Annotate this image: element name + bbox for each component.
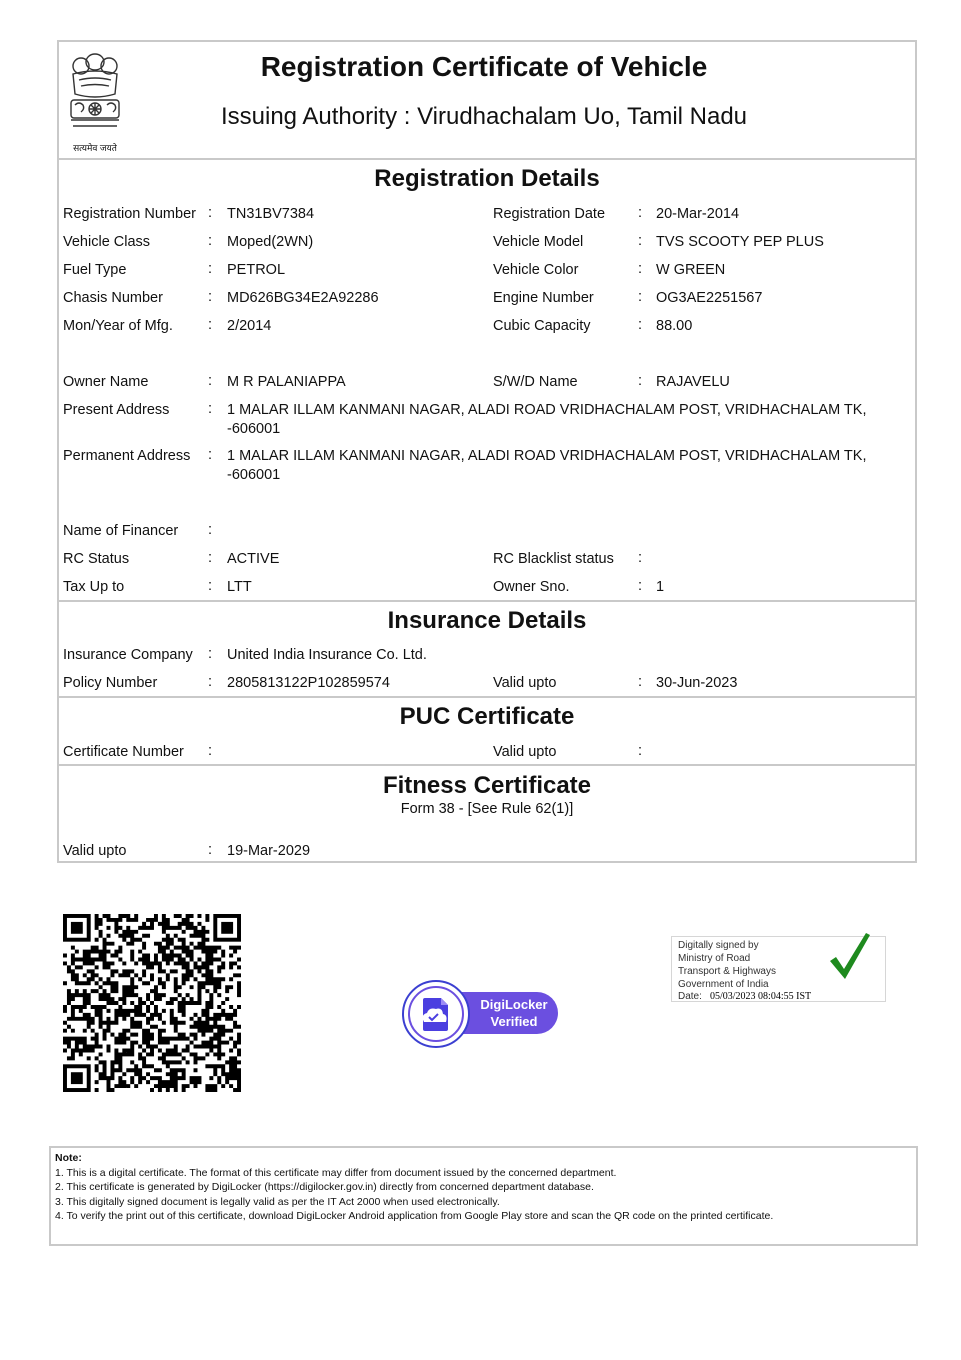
colon: : (208, 743, 213, 759)
reg-field-label: Vehicle Color (493, 262, 579, 278)
reg-field-label: Vehicle Class (63, 234, 151, 250)
colon: : (208, 317, 213, 333)
swd-name-label: S/W/D Name (493, 374, 578, 390)
colon: : (638, 289, 643, 305)
divider (57, 764, 917, 766)
reg-field-label: Cubic Capacity (493, 318, 591, 334)
digilocker-verified-badge (402, 980, 560, 1050)
insurance-company-value: United India Insurance Co. Ltd. (227, 647, 427, 663)
colon: : (208, 233, 213, 249)
colon: : (208, 646, 213, 662)
rc-status-label: RC Status (63, 551, 130, 567)
signature-line3: Transport & Highways (678, 966, 776, 977)
colon: : (208, 522, 213, 538)
reg-field-label: Fuel Type (63, 262, 127, 278)
reg-field-label: Registration Date (493, 206, 606, 222)
colon: : (208, 205, 213, 221)
signature-line2: Ministry of Road (678, 953, 751, 964)
reg-field-value: TN31BV7384 (227, 206, 315, 222)
colon: : (638, 743, 643, 759)
colon: : (638, 550, 643, 566)
fitness-valid-label: Valid upto (63, 843, 127, 859)
divider (57, 600, 917, 602)
insurance-valid-value: 30-Jun-2023 (656, 675, 738, 691)
reg-field-value: 20-Mar-2014 (656, 206, 740, 222)
reg-field-label: Vehicle Model (493, 234, 584, 250)
puc-cert-label: Certificate Number (63, 744, 184, 760)
colon: : (208, 261, 213, 277)
permanent-address-label: Permanent Address (63, 448, 191, 464)
colon: : (638, 674, 643, 690)
reg-field-value: Moped(2WN) (227, 234, 314, 250)
note-item: 3. This digitally signed document is legally valid as per the IT Act 2000 when used electronically. (55, 1196, 500, 1208)
policy-number-value: 2805813122P102859574 (227, 675, 390, 691)
qr-code (63, 914, 241, 1092)
financer-label: Name of Financer (63, 523, 179, 539)
fitness-valid-value: 19-Mar-2029 (227, 843, 311, 859)
policy-number-label: Policy Number (63, 675, 158, 691)
fitness-heading: Fitness Certificate (382, 772, 592, 799)
puc-heading: PUC Certificate (399, 703, 575, 730)
reg-field-value: W GREEN (656, 262, 726, 278)
badge-line2: Verified (490, 1014, 538, 1029)
colon: : (638, 233, 643, 249)
reg-field-value: PETROL (227, 262, 286, 278)
colon: : (208, 373, 213, 389)
tax-value: LTT (227, 579, 252, 595)
colon: : (638, 373, 643, 389)
note-item: 1. This is a digital certificate. The format of this certificate may differ from document issued by the concerned department. (55, 1167, 617, 1179)
page-title: Registration Certificate of Vehicle (260, 51, 708, 82)
reg-field-value: MD626BG34E2A92286 (227, 290, 379, 306)
emblem-motto: सत्यमेव जयते (73, 143, 117, 153)
checkmark-icon (828, 931, 872, 983)
qr-code-icon (63, 914, 241, 1092)
colon: : (208, 401, 213, 417)
note-item: 2. This certificate is generated by DigiLocker (https://digilocker.gov.in) directly from concerned department database. (55, 1181, 594, 1193)
reg-field-value: 88.00 (656, 318, 693, 334)
colon: : (638, 205, 643, 221)
divider (57, 158, 917, 160)
insurance-company-label: Insurance Company (63, 647, 193, 663)
reg-field-label: Registration Number (63, 206, 196, 222)
permanent-address-value: 1 MALAR ILLAM KANMANI NAGAR, ALADI ROAD VRIDHACHALAM POST, VRIDHACHALAM TK, -606001 (227, 448, 867, 483)
ashoka-emblem-icon (63, 50, 127, 138)
colon: : (208, 550, 213, 566)
colon: : (208, 674, 213, 690)
signature-line4: Government of India (678, 979, 769, 990)
note-item: 4. To verify the print out of this certificate, download DigiLocker Android application from Google Play store and scan the QR code on the printed certificate. (55, 1210, 774, 1222)
colon: : (208, 842, 213, 858)
fitness-form: Form 38 - [See Rule 62(1)] (400, 801, 574, 817)
present-address-value: 1 MALAR ILLAM KANMANI NAGAR, ALADI ROAD VRIDHACHALAM POST, VRIDHACHALAM TK, -606001 (227, 402, 867, 437)
national-emblem (63, 50, 127, 153)
reg-field-label: Engine Number (493, 290, 594, 306)
signature-date-value: 05/03/2023 08:04:55 IST (710, 991, 812, 1002)
owner-sno-label: Owner Sno. (493, 579, 570, 595)
colon: : (638, 317, 643, 333)
reg-field-label: Chasis Number (63, 290, 163, 306)
digital-signature-box (671, 936, 886, 1002)
tax-label: Tax Up to (63, 579, 125, 595)
reg-field-value: 2/2014 (227, 318, 272, 334)
colon: : (208, 447, 213, 463)
insurance-heading: Insurance Details (387, 607, 587, 634)
colon: : (638, 261, 643, 277)
registration-heading: Registration Details (374, 165, 600, 192)
rc-blacklist-label: RC Blacklist status (493, 551, 614, 567)
present-address-label: Present Address (63, 402, 170, 418)
rc-status-value: ACTIVE (227, 551, 280, 567)
signature-line1: Digitally signed by (678, 940, 759, 951)
colon: : (638, 578, 643, 594)
owner-sno-value: 1 (656, 579, 665, 595)
colon: : (208, 578, 213, 594)
owner-name-label: Owner Name (63, 374, 149, 390)
reg-field-value: TVS SCOOTY PEP PLUS (656, 234, 824, 250)
puc-valid-label: Valid upto (493, 744, 557, 760)
divider (57, 696, 917, 698)
badge-line1: DigiLocker (480, 997, 548, 1012)
insurance-valid-label: Valid upto (493, 675, 557, 691)
notes-title: Note: (55, 1152, 82, 1164)
owner-name-value: M R PALANIAPPA (227, 374, 346, 390)
signature-date-label: Date: (678, 991, 702, 1002)
issuing-authority: Issuing Authority : Virudhachalam Uo, Tamil Nadu (220, 103, 748, 130)
swd-name-value: RAJAVELU (656, 374, 730, 390)
reg-field-label: Mon/Year of Mfg. (63, 318, 173, 334)
colon: : (208, 289, 213, 305)
reg-field-value: OG3AE2251567 (656, 290, 763, 306)
